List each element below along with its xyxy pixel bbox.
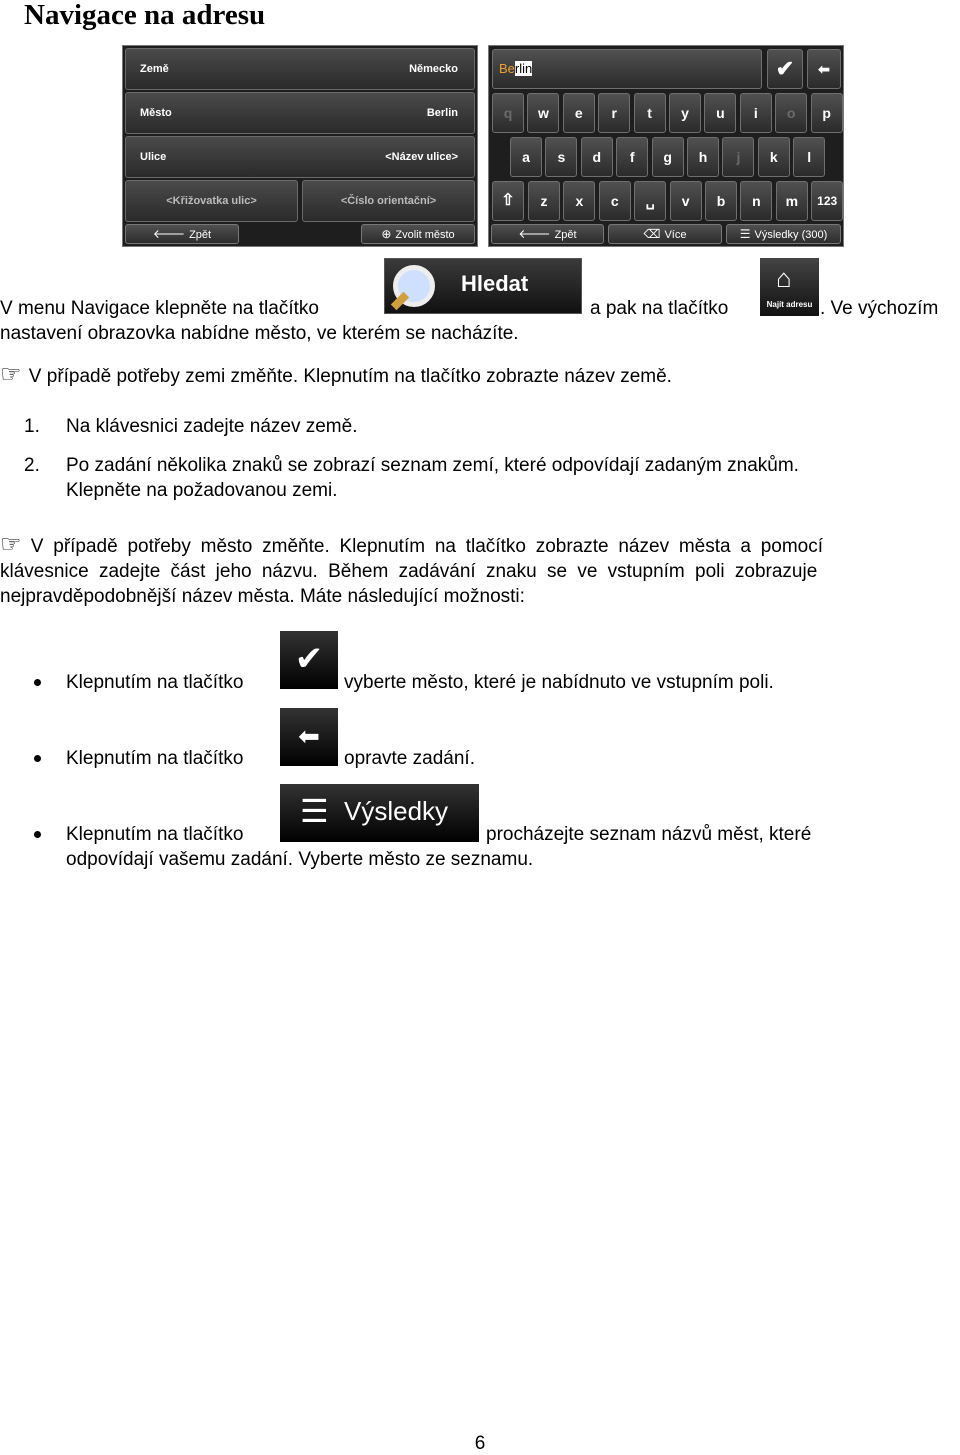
choose-city-button[interactable]: ⊕ Zvolit město — [361, 224, 475, 244]
city-label: Město — [140, 107, 172, 119]
results-button-image — [280, 784, 479, 842]
key-o[interactable]: o — [775, 93, 807, 133]
step-2-text-line1: Po zadání několika znaků se zobrazí seznam zemí, které odpovídají zadaným znakům. — [66, 455, 799, 476]
street-field[interactable] — [125, 136, 475, 178]
city-field[interactable] — [125, 92, 475, 134]
backspace-button-image — [280, 708, 338, 766]
crossing-field[interactable] — [125, 180, 298, 222]
search-button-image — [384, 258, 582, 314]
backspace-key[interactable] — [807, 49, 841, 89]
backspace-arrow-icon: ⬅ — [818, 61, 830, 77]
back-button[interactable]: 🡐 Zpět — [125, 224, 239, 244]
pointing-hand-icon: ☞ — [0, 361, 22, 388]
key-m[interactable]: m — [776, 181, 808, 221]
address-form-screenshot — [122, 45, 478, 247]
key-q[interactable]: q — [492, 93, 524, 133]
key-s[interactable]: s — [545, 137, 577, 177]
key-v[interactable]: v — [670, 181, 702, 221]
shift-icon: ⇧ — [501, 192, 515, 209]
key-i[interactable]: i — [740, 93, 772, 133]
results-button[interactable]: ☰ Výsledky (300) — [726, 224, 841, 244]
para1-text-d: nastavení obrazovka nabídne město, ve kterém se nacházíte. — [0, 323, 519, 344]
back-arrow-icon: 🡐 — [518, 227, 551, 241]
bullet-3-pre: Klepnutím na tlačítko — [66, 824, 244, 845]
find-address-button-image — [760, 258, 819, 316]
list-icon: ☰ — [300, 793, 329, 829]
key-u[interactable]: u — [704, 93, 736, 133]
confirm-button-image — [280, 631, 338, 689]
city-value: Berlin — [426, 107, 458, 119]
key-c[interactable]: c — [599, 181, 631, 221]
page-number: 6 — [474, 1433, 486, 1454]
bullet-2-post: opravte zadání. — [344, 748, 475, 769]
key-h[interactable]: h — [687, 137, 719, 177]
bullet-3-post-line2: odpovídají vašemu zadání. Vyberte město ze seznamu. — [66, 849, 534, 870]
country-value: Německo — [409, 63, 458, 75]
step-2-text-line2: Klepněte na požadovanou zemi. — [66, 480, 338, 501]
country-label: Země — [140, 63, 169, 75]
eraser-icon: ⌫ — [643, 227, 661, 241]
key-e[interactable]: e — [563, 93, 595, 133]
house-number-field[interactable] — [302, 180, 475, 222]
key-b[interactable]: b — [705, 181, 737, 221]
street-label: Ulice — [140, 151, 167, 163]
checkmark-icon: ✔ — [294, 640, 324, 678]
tip2-line3: nejpravděpodobnější název města. Máte následující možnosti: — [0, 586, 525, 607]
bullet-dot — [34, 831, 41, 838]
para1-text-a: V menu Navigace klepněte na tlačítko — [0, 298, 319, 319]
space-icon: ␣ — [645, 193, 655, 209]
key-r[interactable]: r — [598, 93, 630, 133]
crossing-label: <Křižovatka ulic> — [166, 195, 257, 207]
key-x[interactable]: x — [563, 181, 595, 221]
checkmark-icon: ✔ — [775, 56, 795, 81]
search-button-label: Hledat — [461, 271, 529, 296]
key-y[interactable]: y — [669, 93, 701, 133]
space-key[interactable] — [634, 181, 666, 221]
key-j[interactable]: j — [722, 137, 754, 177]
bullet-dot — [34, 679, 41, 686]
key-g[interactable]: g — [652, 137, 684, 177]
street-value: <Název ulice> — [385, 151, 458, 163]
tip1-text: V případě potřeby zemi změňte. Klepnutím na tlačítko zobrazte název země. — [28, 366, 672, 387]
key-p[interactable]: p — [811, 93, 843, 133]
key-d[interactable]: d — [581, 137, 613, 177]
confirm-key[interactable] — [767, 49, 803, 89]
bullet-dot — [34, 755, 41, 762]
crosshair-icon: ⊕ — [381, 227, 392, 241]
back-arrow-icon: 🡐 — [152, 227, 186, 241]
key-k[interactable]: k — [758, 137, 790, 177]
list-icon: ☰ — [739, 227, 751, 241]
key-t[interactable]: t — [634, 93, 666, 133]
step-1-text: Na klávesnici zadejte název země. — [66, 416, 358, 437]
page-title: Navigace na adresu — [24, 0, 266, 31]
key-l[interactable]: l — [793, 137, 825, 177]
para1-text-b: a pak na tlačítko — [590, 298, 729, 319]
back-button[interactable]: 🡐 Zpět — [491, 224, 604, 244]
bullet-1-post: vyberte město, které je nabídnuto ve vstupním poli. — [344, 672, 774, 693]
results-button-label: Výsledky — [344, 796, 449, 826]
key-z[interactable]: z — [528, 181, 560, 221]
bullet-1-pre: Klepnutím na tlačítko — [66, 672, 244, 693]
shift-key[interactable] — [492, 181, 524, 221]
find-address-label: Najít adresu — [766, 300, 813, 309]
key-123[interactable]: 123 — [811, 181, 843, 221]
house-icon: ⌂ — [776, 263, 792, 293]
backspace-arrow-icon: ⬅ — [298, 721, 320, 751]
step-1-number: 1. — [24, 416, 40, 437]
para1-text-c: . Ve výchozím — [820, 298, 939, 319]
key-w[interactable]: w — [527, 93, 559, 133]
tip2-line2: klávesnice zadejte část jeho názvu. Během zadávání znaku se ve vstupním poli zobrazuje — [0, 561, 818, 582]
key-f[interactable]: f — [616, 137, 648, 177]
city-input[interactable]: Berlin — [492, 49, 762, 89]
bullet-3-post: procházejte seznam názvů měst, které — [486, 824, 812, 845]
bullet-2-pre: Klepnutím na tlačítko — [66, 748, 244, 769]
more-button[interactable]: ⌫ Více — [608, 224, 722, 244]
pointing-hand-icon: ☞ — [0, 531, 22, 558]
keyboard-screenshot — [488, 45, 844, 247]
house-number-label: <Číslo orientační> — [340, 195, 437, 207]
country-field[interactable] — [125, 48, 475, 90]
tip2-line1: V případě potřeby město změňte. Klepnutím na tlačítko zobrazte název města a pomocí — [30, 536, 824, 557]
key-n[interactable]: n — [740, 181, 772, 221]
step-2-number: 2. — [24, 455, 40, 476]
key-a[interactable]: a — [510, 137, 542, 177]
